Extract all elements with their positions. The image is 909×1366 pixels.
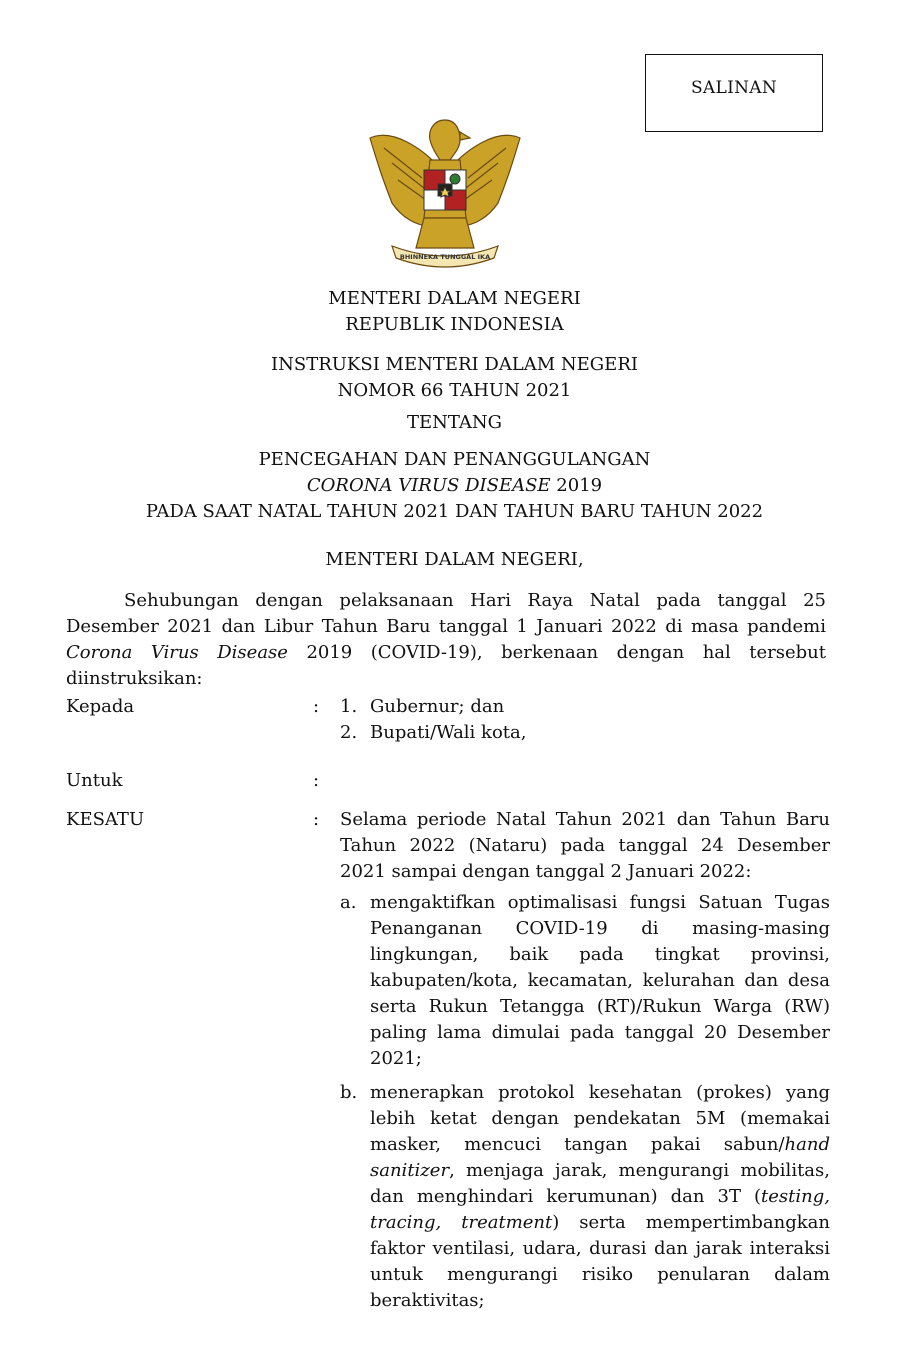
kepada-list	[340, 694, 526, 746]
list-item	[340, 720, 526, 746]
untuk-label: Untuk	[66, 770, 123, 791]
intro-paragraph	[66, 588, 826, 692]
item-b-italic-2: testing, tracing, treatment	[370, 1186, 830, 1233]
header-block	[0, 286, 909, 338]
subject-line-1: PENCEGAHAN DAN PENANGGULANGAN	[258, 449, 651, 470]
instruction-number: NOMOR 66 TAHUN 2021	[337, 380, 572, 401]
kesatu-sublist	[340, 890, 830, 1314]
list-item	[340, 1080, 830, 1314]
instruction-block	[0, 352, 909, 404]
untuk-colon: :	[313, 770, 320, 791]
item-b-part-1: menerapkan protokol kesehatan (prokes) yang lebih ketat dengan pendekatan 5M (memakai masker, mencuci tangan pakai sabun/	[370, 1082, 830, 1155]
item-b-italic-1: hand sanitizer	[370, 1134, 830, 1181]
item-text: Bupati/Wali kota,	[370, 722, 527, 743]
minister-heading: MENTERI DALAM NEGERI,	[325, 549, 584, 570]
intro-part-1: Sehubungan dengan pelaksanaan Hari Raya Natal pada tanggal 25 Desember 2021 dan Libur Tahun Baru tanggal 1 Januari 2022 di masa pandemi	[66, 590, 826, 637]
item-text	[370, 1080, 830, 1314]
garuda-pancasila-emblem-icon	[362, 108, 528, 274]
kepada-label: Kepada	[66, 696, 135, 717]
item-text: Gubernur; dan	[370, 696, 505, 717]
item-mark: b.	[340, 1082, 358, 1103]
issuer-country: REPUBLIK INDONESIA	[345, 314, 564, 335]
subject-line-2	[0, 473, 909, 499]
item-b-part-2: , menjaga jarak, mengurangi mobilitas, dan menghindari kerumunan) dan 3T (	[370, 1160, 830, 1207]
instruction-title: INSTRUKSI MENTERI DALAM NEGERI	[271, 354, 638, 375]
salinan-stamp	[645, 54, 823, 132]
about-label: TENTANG	[406, 412, 503, 433]
subject-line-3: PADA SAAT NATAL TAHUN 2021 DAN TAHUN BARU TAHUN 2022	[145, 501, 764, 522]
emblem-motto: BHINNEKA TUNGGAL IKA	[399, 253, 491, 261]
intro-italic: Corona Virus Disease	[66, 642, 288, 663]
item-mark: a.	[340, 892, 357, 913]
kesatu-label: KESATU	[66, 809, 145, 830]
subject-block	[0, 447, 909, 525]
list-item	[340, 890, 830, 1072]
subject-line-2-italic: CORONA VIRUS DISEASE	[306, 475, 551, 496]
kepada-colon: :	[313, 696, 320, 717]
item-text: mengaktifkan optimalisasi fungsi Satuan Tugas Penanganan COVID-19 di masing-masing lingkungan, baik pada tingkat provinsi, kabupaten/kota, kecamatan, kelurahan dan desa serta Rukun Tetangga (RT)/Rukun Warga (RW) paling lama dimulai pada tanggal 20 Desember 2021;	[370, 892, 830, 1069]
issuer-title: MENTERI DALAM NEGERI	[328, 288, 581, 309]
subject-line-2-rest: 2019	[550, 475, 603, 496]
kesatu-colon: :	[313, 809, 320, 830]
item-b-part-3: ) serta mempertimbangkan faktor ventilasi, udara, durasi dan jarak interaksi untuk mengurangi risiko penularan dalam beraktivitas;	[370, 1212, 831, 1311]
kesatu-text: Selama periode Natal Tahun 2021 dan Tahun Baru Tahun 2022 (Nataru) pada tanggal 24 Desember 2021 sampai dengan tanggal 2 Januari 2022:	[340, 809, 830, 882]
item-number: 1.	[340, 696, 358, 717]
item-number: 2.	[340, 722, 358, 743]
intro-part-2: 2019 (COVID-19), berkenaan dengan hal tersebut diinstruksikan:	[66, 642, 826, 689]
list-item	[340, 694, 526, 720]
stamp-label: SALINAN	[690, 78, 778, 98]
